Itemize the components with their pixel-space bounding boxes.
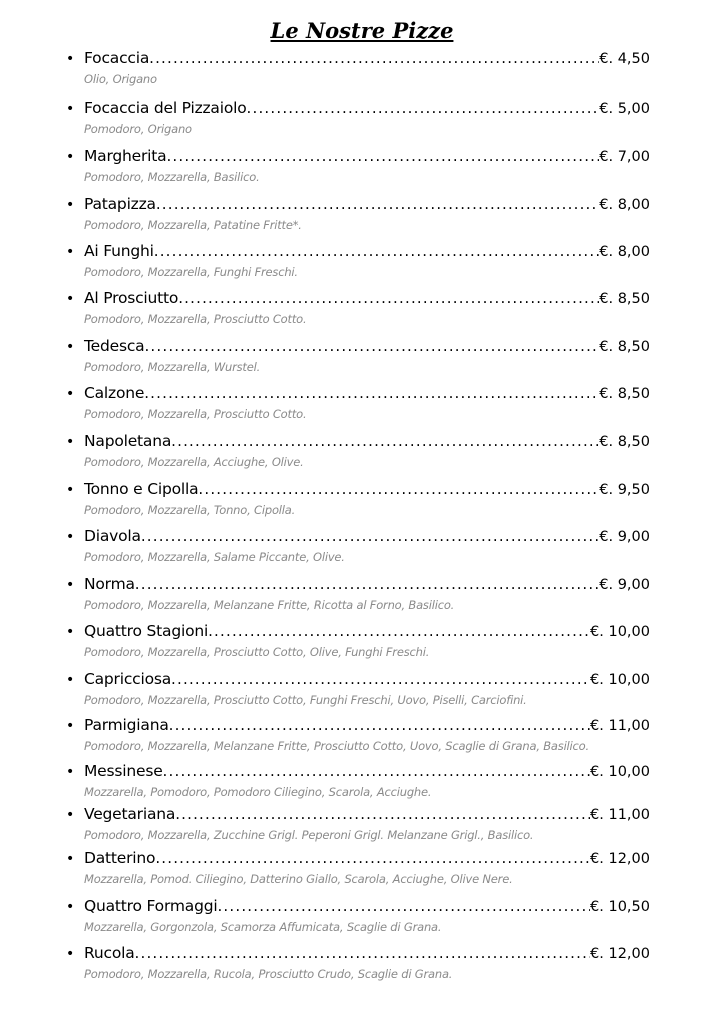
- pizza-name: Diavola: [84, 527, 141, 545]
- pizza-price: €. 8,50: [599, 339, 650, 355]
- menu-item-line: [66, 527, 650, 549]
- pizza-ingredients: Pomodoro, Mozzarella, Salame Piccante, Olive.: [84, 550, 345, 564]
- pizza-name: Quattro Formaggi: [84, 897, 218, 915]
- pizza-price: €. 10,00: [590, 672, 650, 688]
- bullet-icon: •: [66, 386, 75, 402]
- menu-item-line: [66, 337, 650, 359]
- menu-item: [66, 384, 650, 421]
- dot-leader: [169, 716, 590, 734]
- menu-item-line: [66, 242, 650, 264]
- pizza-price: €. 9,00: [599, 577, 650, 593]
- menu-item-line: [66, 99, 650, 121]
- bullet-icon: •: [66, 718, 75, 734]
- pizza-ingredients: Pomodoro, Mozzarella, Tonno, Cipolla.: [84, 503, 296, 517]
- pizza-name: Tedesca: [84, 337, 145, 355]
- menu-item-line: [66, 897, 650, 919]
- dot-leader: [141, 527, 599, 545]
- menu-item-line: [66, 147, 650, 169]
- bullet-icon: •: [66, 899, 75, 915]
- pizza-name: Focaccia: [84, 49, 150, 67]
- pizza-ingredients: Pomodoro, Mozzarella, Zucchine Grigl. Peperoni Grigl. Melanzane Grigl., Basilico.: [84, 828, 534, 842]
- menu-item-line: [66, 289, 650, 311]
- pizza-name: Napoletana: [84, 432, 172, 450]
- pizza-price: €. 10,00: [590, 764, 650, 780]
- pizza-price: €. 8,00: [599, 244, 650, 260]
- pizza-ingredients: Pomodoro, Mozzarella, Prosciutto Cotto, Olive, Funghi Freschi.: [84, 645, 430, 659]
- pizza-name: Ai Funghi: [84, 242, 154, 260]
- pizza-price: €. 11,00: [590, 807, 650, 823]
- menu-item-line: [66, 944, 650, 966]
- dot-leader: [175, 805, 590, 823]
- menu-item: [66, 432, 650, 469]
- pizza-name: Capricciosa: [84, 670, 172, 688]
- pizza-ingredients: Olio, Origano: [84, 72, 157, 86]
- menu-item-line: [66, 195, 650, 217]
- pizza-ingredients: Pomodoro, Mozzarella, Wurstel.: [84, 360, 261, 374]
- dot-leader: [156, 195, 599, 213]
- pizza-name: Focaccia del Pizzaiolo: [84, 99, 247, 117]
- menu-item-line: [66, 384, 650, 406]
- menu-item: [66, 849, 650, 886]
- pizza-price: €. 8,50: [599, 434, 650, 450]
- menu-item: [66, 99, 650, 136]
- pizza-price: €. 7,00: [599, 149, 650, 165]
- menu-item-line: [66, 575, 650, 597]
- dot-leader: [166, 147, 599, 165]
- bullet-icon: •: [66, 197, 75, 213]
- pizza-ingredients: Pomodoro, Mozzarella, Patatine Fritte*.: [84, 218, 302, 232]
- bullet-icon: •: [66, 946, 75, 962]
- menu-item: [66, 716, 650, 753]
- menu-item: [66, 242, 650, 279]
- menu-item: [66, 805, 650, 842]
- pizza-name: Tonno e Cipolla: [84, 480, 199, 498]
- pizza-name: Vegetariana: [84, 805, 176, 823]
- pizza-price: €. 9,50: [599, 482, 650, 498]
- menu-item: [66, 622, 650, 659]
- pizza-ingredients: Pomodoro, Origano: [84, 122, 192, 136]
- menu-item: [66, 897, 650, 934]
- bullet-icon: •: [66, 244, 75, 260]
- pizza-price: €. 10,00: [590, 624, 650, 640]
- pizza-name: Quattro Stagioni: [84, 622, 209, 640]
- bullet-icon: •: [66, 291, 75, 307]
- bullet-icon: •: [66, 624, 75, 640]
- menu-item-line: [66, 49, 650, 71]
- bullet-icon: •: [66, 851, 75, 867]
- menu-item-line: [66, 762, 650, 784]
- dot-leader: [135, 575, 599, 593]
- menu-item: [66, 944, 650, 981]
- menu-item: [66, 147, 650, 184]
- pizza-name: Parmigiana: [84, 716, 169, 734]
- bullet-icon: •: [66, 482, 75, 498]
- pizza-price: €. 12,00: [590, 946, 650, 962]
- pizza-ingredients: Mozzarella, Gorgonzola, Scamorza Affumicata, Scaglie di Grana.: [84, 920, 442, 934]
- pizza-name: Rucola: [84, 944, 135, 962]
- pizza-ingredients: Mozzarella, Pomod. Ciliegino, Datterino Giallo, Scarola, Acciughe, Olive Nere.: [84, 872, 513, 886]
- bullet-icon: •: [66, 434, 75, 450]
- pizza-name: Messinese: [84, 762, 163, 780]
- pizza-price: €. 8,50: [599, 291, 650, 307]
- dot-leader: [135, 944, 591, 962]
- dot-leader: [155, 849, 590, 867]
- dot-leader: [154, 242, 600, 260]
- pizza-name: Margherita: [84, 147, 167, 165]
- page-title: Le Nostre Pizze: [270, 18, 454, 43]
- pizza-price: €. 9,00: [599, 529, 650, 545]
- menu-item-line: [66, 480, 650, 502]
- menu-item: [66, 289, 650, 326]
- pizza-name: Datterino: [84, 849, 156, 867]
- pizza-ingredients: Pomodoro, Mozzarella, Funghi Freschi.: [84, 265, 298, 279]
- pizza-ingredients: Pomodoro, Mozzarella, Prosciutto Cotto.: [84, 407, 307, 421]
- bullet-icon: •: [66, 51, 75, 67]
- pizza-ingredients: Pomodoro, Mozzarella, Prosciutto Cotto, Funghi Freschi, Uovo, Piselli, Carciofini.: [84, 693, 527, 707]
- dot-leader: [171, 670, 590, 688]
- pizza-price: €. 8,00: [599, 197, 650, 213]
- dot-leader: [171, 432, 599, 450]
- menu-item: [66, 49, 650, 86]
- dot-leader: [144, 337, 599, 355]
- pizza-ingredients: Pomodoro, Mozzarella, Basilico.: [84, 170, 260, 184]
- pizza-ingredients: Pomodoro, Mozzarella, Acciughe, Olive.: [84, 455, 304, 469]
- bullet-icon: •: [66, 807, 75, 823]
- menu-item-line: [66, 716, 650, 738]
- menu-item-line: [66, 622, 650, 644]
- pizza-ingredients: Pomodoro, Mozzarella, Melanzane Fritte, Ricotta al Forno, Basilico.: [84, 598, 455, 612]
- pizza-ingredients: Pomodoro, Mozzarella, Rucola, Prosciutto Crudo, Scaglie di Grana.: [84, 967, 453, 981]
- dot-leader: [217, 897, 590, 915]
- bullet-icon: •: [66, 149, 75, 165]
- pizza-price: €. 10,50: [590, 899, 650, 915]
- pizza-name: Calzone: [84, 384, 145, 402]
- menu-item: [66, 480, 650, 517]
- menu-item-line: [66, 849, 650, 871]
- pizza-price: €. 5,00: [599, 101, 650, 117]
- bullet-icon: •: [66, 101, 75, 117]
- pizza-ingredients: Mozzarella, Pomodoro, Pomodoro Ciliegino, Scarola, Acciughe.: [84, 785, 432, 799]
- dot-leader: [144, 384, 599, 402]
- bullet-icon: •: [66, 577, 75, 593]
- pizza-name: Al Prosciutto: [84, 289, 179, 307]
- bullet-icon: •: [66, 529, 75, 545]
- pizza-ingredients: Pomodoro, Mozzarella, Prosciutto Cotto.: [84, 312, 307, 326]
- menu-item-line: [66, 432, 650, 454]
- pizza-name: Patapizza: [84, 195, 156, 213]
- bullet-icon: •: [66, 339, 75, 355]
- pizza-name: Norma: [84, 575, 135, 593]
- menu-item: [66, 575, 650, 612]
- pizza-price: €. 8,50: [599, 386, 650, 402]
- dot-leader: [149, 49, 599, 67]
- menu-item: [66, 195, 650, 232]
- dot-leader: [163, 762, 590, 780]
- pizza-price: €. 11,00: [590, 718, 650, 734]
- dot-leader: [208, 622, 590, 640]
- menu-item-line: [66, 670, 650, 692]
- menu-item: [66, 670, 650, 707]
- menu-item: [66, 527, 650, 564]
- menu-item: [66, 337, 650, 374]
- bullet-icon: •: [66, 672, 75, 688]
- menu-item: [66, 762, 650, 799]
- menu-item-line: [66, 805, 650, 827]
- dot-leader: [198, 480, 599, 498]
- pizza-price: €. 4,50: [599, 51, 650, 67]
- pizza-ingredients: Pomodoro, Mozzarella, Melanzane Fritte, Prosciutto Cotto, Uovo, Scaglie di Grana, Basilico.: [84, 739, 589, 753]
- pizza-price: €. 12,00: [590, 851, 650, 867]
- dot-leader: [247, 99, 600, 117]
- dot-leader: [178, 289, 599, 307]
- bullet-icon: •: [66, 764, 75, 780]
